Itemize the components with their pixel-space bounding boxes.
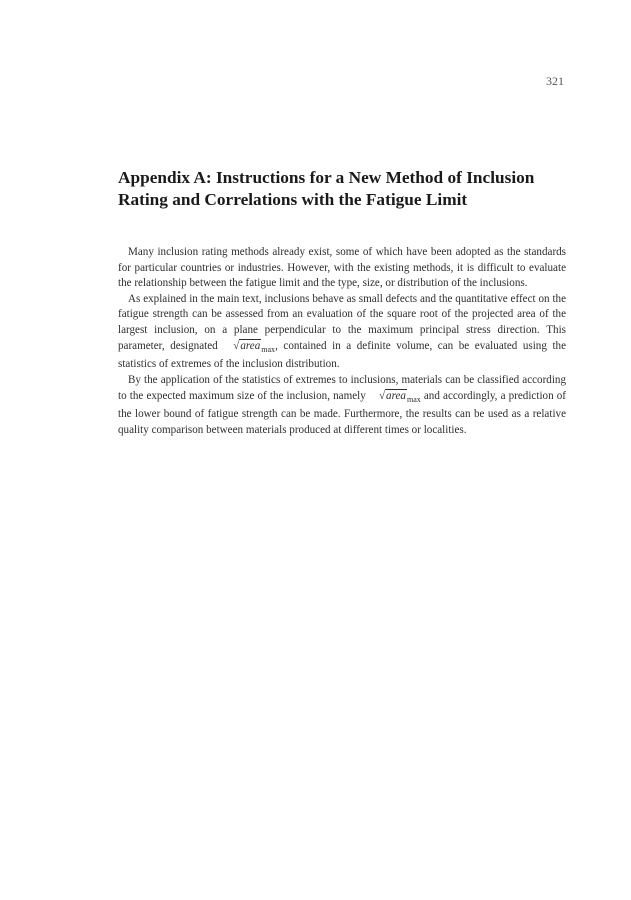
radicand: area	[240, 339, 261, 352]
sqrt-area-max-formula	[223, 339, 275, 358]
radicand: area	[386, 389, 406, 402]
paragraph-2-text-b: , contained in a definite volume, can be evaluated using the statistics of extremes of the inclusion distribution.	[118, 339, 567, 371]
subscript-max: max	[261, 344, 276, 354]
paragraph-3-text-a: By the application of the statistics of extremes to inclusions, materials can be classified according to the expected maximum size of the inclusion, namely	[118, 373, 566, 402]
paragraph-1-text: Many inclusion rating methods already exist, some of which have been adopted as the standards for particular countries or industries. However, with the existing methods, it is difficult to evaluate the relationship between the fatigue limit and the type, size, or distribution of the inclusions.	[118, 246, 566, 290]
paragraph-1	[118, 245, 566, 292]
paragraph-3-text-b: and accordingly, a prediction of the lower bound of fatigue strength can be made. Furthermore, the results can be used as a relative quality comparison between materials produced at different times or localities.	[118, 389, 566, 436]
paragraph-3	[118, 373, 566, 439]
subscript-max: max	[406, 394, 421, 404]
body-text	[118, 245, 566, 439]
appendix-title: Appendix A: Instructions for a New Method of Inclusion Rating and Correlations with the Fatigue Limit	[118, 168, 535, 209]
paragraph-2	[118, 292, 566, 373]
paragraph-2-text-a: As explained in the main text, inclusions behave as small defects and the quantitative effect on the fatigue strength can be assessed from an evaluation of the square root of the projected area of the largest inclusion, on a plane perpendicular to the maximum principal stress direction. This parameter, designated	[118, 292, 566, 352]
radical-sign: √	[378, 389, 386, 402]
page-number: 321	[546, 74, 564, 88]
sqrt-area-max-formula	[369, 389, 421, 408]
radical-sign: √	[233, 339, 240, 352]
